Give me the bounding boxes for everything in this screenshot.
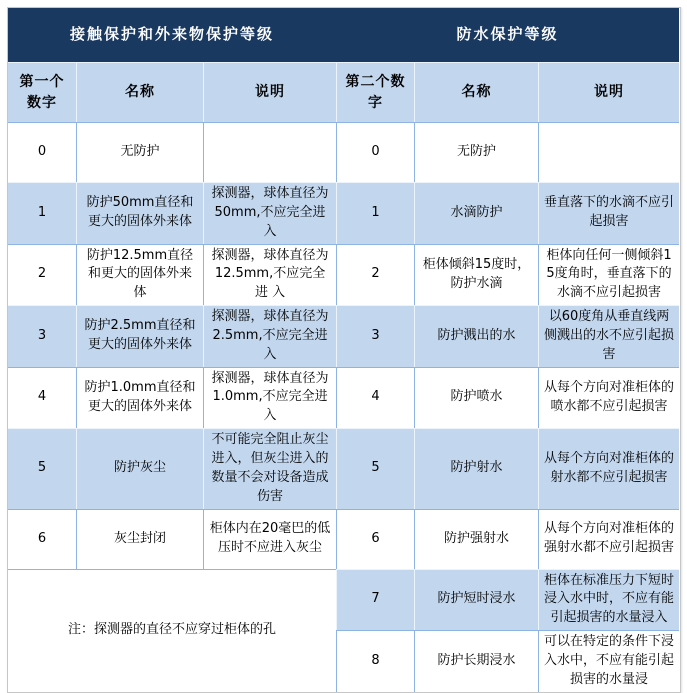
right-desc-cell: 从每个方向对准柜体的射水都不应引起损害 <box>538 428 679 508</box>
table-row <box>8 305 679 367</box>
left-name-cell: 灰尘封闭 <box>76 509 203 569</box>
column-header-first-digit: 第一个数字 <box>8 62 76 122</box>
right-digit-cell: 1 <box>336 182 414 244</box>
left-digit-cell: 6 <box>8 509 76 569</box>
right-name-cell: 防护强射水 <box>414 509 538 569</box>
column-header-second-digit: 第二个数字 <box>336 62 414 122</box>
column-header-right-name: 名称 <box>414 62 538 122</box>
left-name-cell: 防护50mm直径和更大的固体外来体 <box>76 182 203 244</box>
left-digit-cell: 5 <box>8 428 76 508</box>
column-header-left-desc: 说明 <box>203 62 336 122</box>
left-desc-cell: 探测器，球体直径为2.5mm,不应完全进入 <box>203 305 336 367</box>
ip-rating-table <box>8 8 679 692</box>
table-row <box>8 8 679 62</box>
right-name-cell: 防护射水 <box>414 428 538 508</box>
table-row <box>8 182 679 244</box>
note-cell: 注：探测器的直径不应穿过柜体的孔 <box>8 569 336 692</box>
column-header-left-name: 名称 <box>76 62 203 122</box>
left-desc-cell: 探测器，球体直径为1.0mm,不应完全进入 <box>203 367 336 429</box>
right-name-cell: 水滴防护 <box>414 182 538 244</box>
right-desc-cell <box>538 122 679 182</box>
right-name-cell: 防护溅出的水 <box>414 305 538 367</box>
right-name-cell: 防护喷水 <box>414 367 538 429</box>
right-desc-cell: 以60度角从垂直线两侧溅出的水不应引起损害 <box>538 305 679 367</box>
right-desc-cell: 从每个方向对准柜体的强射水都不应引起损害 <box>538 509 679 569</box>
ip-rating-table-wrapper <box>7 7 681 693</box>
left-digit-cell: 3 <box>8 305 76 367</box>
table-row <box>8 569 679 631</box>
right-digit-cell: 6 <box>336 509 414 569</box>
left-group-header: 接触保护和外来物保护等级 <box>8 8 336 62</box>
right-name-cell: 无防护 <box>414 122 538 182</box>
table-row <box>8 428 679 508</box>
right-desc-cell: 柜体在标准压力下短时浸入水中时，不应有能引起损害的水量浸入 <box>538 569 679 631</box>
left-digit-cell: 0 <box>8 122 76 182</box>
table-row <box>8 122 679 182</box>
left-name-cell: 防护2.5mm直径和更大的固体外来体 <box>76 305 203 367</box>
left-digit-cell: 2 <box>8 244 76 306</box>
left-name-cell: 防护灰尘 <box>76 428 203 508</box>
table-row <box>8 62 679 122</box>
right-digit-cell: 7 <box>336 569 414 631</box>
left-digit-cell: 4 <box>8 367 76 429</box>
left-desc-cell <box>203 122 336 182</box>
right-group-header: 防水保护等级 <box>336 8 679 62</box>
right-desc-cell: 可以在特定的条件下浸入水中，不应有能引起损害的水量浸 <box>538 630 679 692</box>
right-desc-cell: 从每个方向对准柜体的喷水都不应引起损害 <box>538 367 679 429</box>
right-name-cell: 柜体倾斜15度时，防护水滴 <box>414 244 538 306</box>
right-digit-cell: 5 <box>336 428 414 508</box>
left-name-cell: 无防护 <box>76 122 203 182</box>
right-digit-cell: 0 <box>336 122 414 182</box>
table-row <box>8 244 679 306</box>
right-digit-cell: 4 <box>336 367 414 429</box>
right-digit-cell: 8 <box>336 630 414 692</box>
left-desc-cell: 探测器，球体直径为50mm,不应完全进入 <box>203 182 336 244</box>
left-name-cell: 防护12.5mm直径和更大的固体外来体 <box>76 244 203 306</box>
right-digit-cell: 3 <box>336 305 414 367</box>
right-digit-cell: 2 <box>336 244 414 306</box>
right-name-cell: 防护长期浸水 <box>414 630 538 692</box>
column-header-right-desc: 说明 <box>538 62 679 122</box>
left-desc-cell: 柜体内在20毫巴的低 压时不应进入灰尘 <box>203 509 336 569</box>
right-desc-cell: 柜体向任何一侧倾斜15度角时，垂直落下的水滴不应引起损害 <box>538 244 679 306</box>
left-name-cell: 防护1.0mm直径和更大的固体外来体 <box>76 367 203 429</box>
left-desc-cell: 探测器，球体直径为12.5mm,不应完全进 入 <box>203 244 336 306</box>
left-digit-cell: 1 <box>8 182 76 244</box>
table-row <box>8 367 679 429</box>
right-name-cell: 防护短时浸水 <box>414 569 538 631</box>
right-desc-cell: 垂直落下的水滴不应引起损害 <box>538 182 679 244</box>
left-desc-cell: 不可能完全阻止灰尘进入，但灰尘进入的 数量不会对设备造成伤害 <box>203 428 336 508</box>
table-row <box>8 509 679 569</box>
